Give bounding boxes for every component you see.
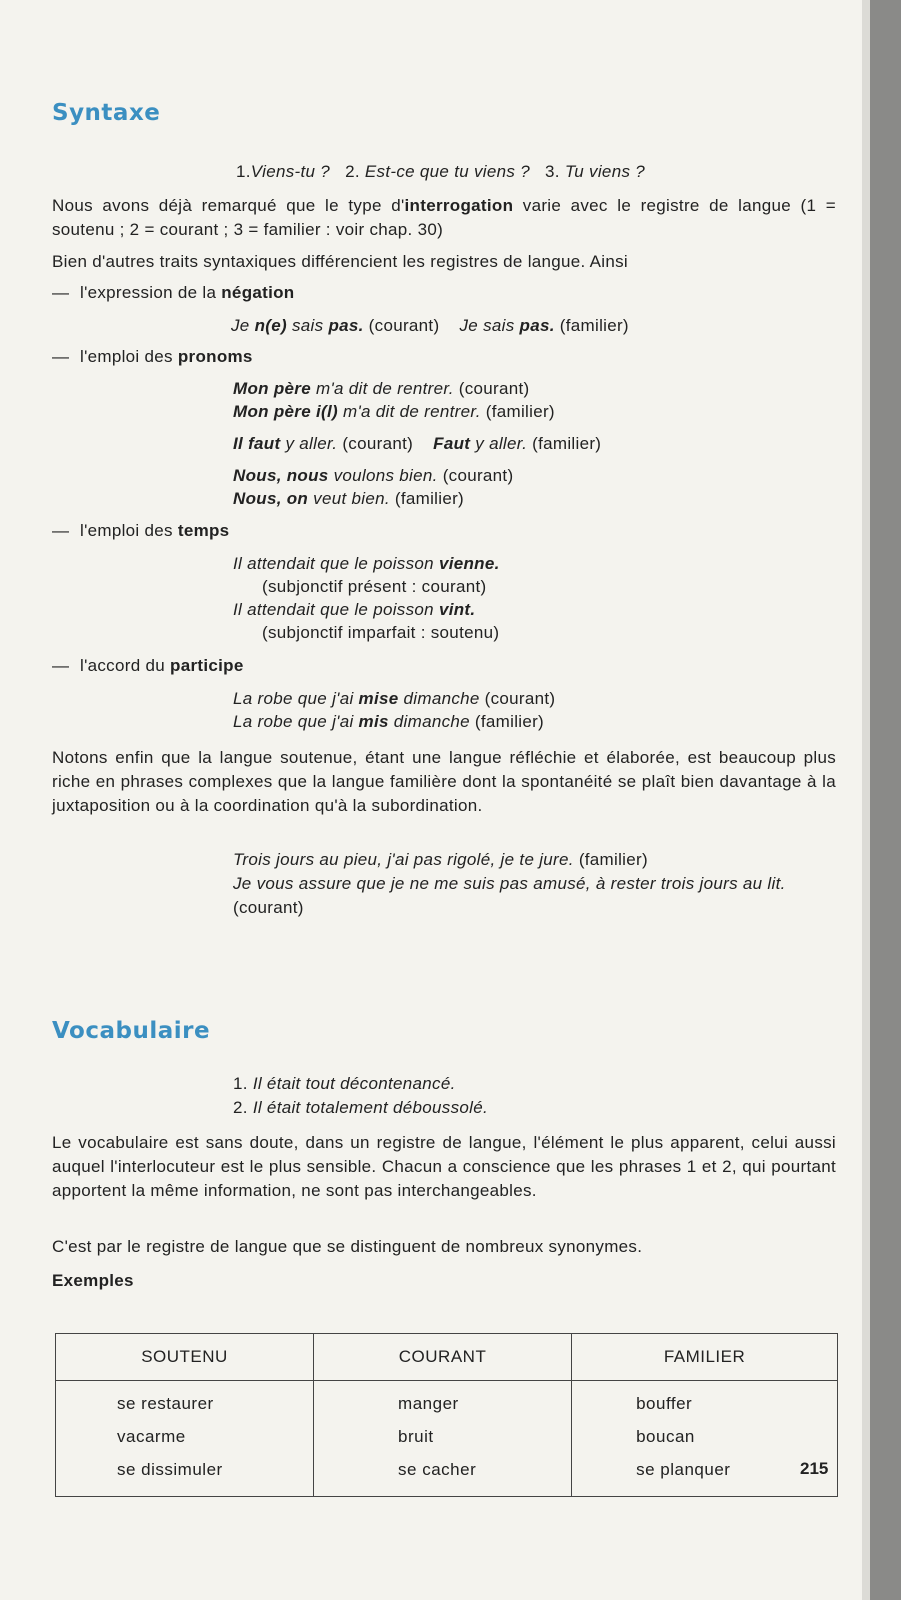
table-cell: bouffer: [636, 1394, 693, 1413]
pronoms-example: [233, 378, 530, 400]
register-label: (courant): [233, 898, 304, 917]
header-familier: FAMILIER: [572, 1334, 838, 1381]
register-label: (courant): [453, 379, 530, 398]
temps-example: [233, 553, 500, 575]
text-run: Il attendait que le poisson: [233, 600, 439, 619]
bold-italic-run: vint.: [438, 600, 476, 619]
register-label: (familier): [480, 402, 555, 421]
example-text: Est-ce que tu viens ?: [364, 162, 530, 181]
table-cell: se restaurer: [117, 1394, 214, 1413]
bold-italic-run: Mon père i(l): [233, 402, 338, 421]
dash-bullet: —: [52, 347, 70, 366]
example-number: 3.: [545, 162, 560, 181]
register-label: (courant): [437, 466, 514, 485]
text-run: sais: [286, 316, 329, 335]
table-cell: manger: [398, 1394, 459, 1413]
exemples-label: Exemples: [52, 1271, 134, 1290]
example-text: Il était totalement déboussolé.: [252, 1098, 488, 1117]
bold-italic-run: Faut: [433, 434, 471, 453]
item-label: l'emploi des: [80, 521, 178, 540]
text-run: veut bien.: [308, 489, 390, 508]
table-cell: boucan: [636, 1427, 695, 1446]
list-item-participe: [52, 655, 244, 677]
register-label: (courant): [479, 689, 556, 708]
text-run: m'a dit de rentrer.: [310, 379, 454, 398]
bold-italic-run: n(e): [254, 316, 287, 335]
bold-italic-run: pas.: [519, 316, 555, 335]
bold-term: temps: [177, 521, 230, 540]
dash-bullet: —: [52, 521, 70, 540]
table-cell: bruit: [398, 1427, 434, 1446]
column-familier: [572, 1381, 838, 1497]
text-run: Nous avons déjà remarqué que le type d': [52, 196, 405, 215]
register-label: (familier): [469, 712, 545, 731]
bold-term: participe: [170, 656, 244, 675]
table-cell: se dissimuler: [117, 1460, 223, 1479]
bold-italic-run: mise: [358, 689, 399, 708]
temps-example: [233, 599, 475, 621]
pronoms-example: [233, 401, 555, 423]
example-text: Il était tout décontenancé.: [252, 1074, 456, 1093]
book-edge: [870, 0, 901, 1600]
register-label: (familier): [389, 489, 465, 508]
syntaxe-examples-line: [236, 161, 645, 183]
paragraph-notons: Notons enfin que la langue soutenue, étant une langue réfléchie et élaborée, est beaucoup plus riche en phrases complexes que la langue familière dont la spontanéité se plaît bien davantage à la juxtaposition ou à la coordination qu'à la subordination.: [52, 748, 836, 815]
section-heading-vocabulaire: Vocabulaire: [52, 1018, 211, 1044]
example-number: 2.: [233, 1098, 248, 1117]
bold-italic-run: Nous, on: [233, 489, 309, 508]
bold-term: pronoms: [177, 347, 253, 366]
bold-italic-run: Nous, nous: [233, 466, 329, 485]
text-run: Je: [231, 316, 255, 335]
header-soutenu: SOUTENU: [56, 1334, 314, 1381]
text-run: m'a dit de rentrer.: [337, 402, 481, 421]
table-header-row: [56, 1334, 838, 1381]
final-examples: [233, 848, 837, 920]
example-text: Viens-tu ?: [250, 162, 331, 181]
item-label: l'expression de la: [80, 283, 222, 302]
header-courant: COURANT: [314, 1334, 572, 1381]
vocab-example: [233, 1073, 456, 1095]
table-cell: se planquer: [636, 1460, 731, 1479]
temps-note: (subjonctif présent : courant): [262, 577, 487, 596]
example-text: Tu viens ?: [564, 162, 646, 181]
page-number: 215: [800, 1459, 829, 1478]
register-label: (familier): [554, 316, 629, 335]
pronoms-example: [233, 488, 464, 510]
text-run: Je sais: [459, 316, 520, 335]
bold-italic-run: Il faut: [233, 434, 281, 453]
register-label: (courant): [337, 434, 414, 453]
text-run: y aller.: [470, 434, 528, 453]
text-run: Je vous assure que je ne me suis pas amusé, à rester trois jours au lit.: [233, 874, 786, 893]
pronoms-example: [233, 465, 513, 487]
list-item-pronoms: [52, 346, 253, 368]
list-item-negation: [52, 282, 294, 304]
register-table: [55, 1333, 838, 1497]
column-soutenu: [56, 1381, 314, 1497]
text-run: Trois jours au pieu, j'ai pas rigolé, je te jure.: [233, 850, 574, 869]
table-cell: se cacher: [398, 1460, 477, 1479]
table-row: [56, 1381, 838, 1497]
text-run: voulons bien.: [328, 466, 438, 485]
dash-bullet: —: [52, 283, 70, 302]
item-label: l'accord du: [80, 656, 171, 675]
text-run: La robe que j'ai: [233, 689, 359, 708]
text-run: varie avec le registre de langue (1 = soutenu ; 2 = courant ; 3 = familier : voir chap. 30): [52, 196, 836, 239]
table-cell: vacarme: [117, 1427, 186, 1446]
participe-example: [233, 688, 555, 710]
text-run: Il attendait que le poisson: [233, 554, 439, 573]
paragraph-traits: Bien d'autres traits syntaxiques différencient les registres de langue. Ainsi: [52, 252, 629, 271]
bold-italic-run: Mon père: [233, 379, 311, 398]
example-number: 1.: [236, 162, 251, 181]
column-courant: [314, 1381, 572, 1497]
section-heading-syntaxe: Syntaxe: [52, 100, 161, 126]
vocab-example: [233, 1097, 488, 1119]
dash-bullet: —: [52, 656, 70, 675]
negation-examples: [231, 315, 629, 337]
bold-italic-run: mis: [358, 712, 389, 731]
register-label: (familier): [527, 434, 602, 453]
bold-term: négation: [221, 283, 295, 302]
paragraph-vocabulaire: Le vocabulaire est sans doute, dans un registre de langue, l'élément le plus apparent, celui aussi auquel l'interlocuteur est le plus sensible. Chacun a conscience que les phrases 1 et 2, qui pourtant apportent la même information, ne sont pas interchangeables.: [52, 1133, 836, 1200]
paragraph-interrogation: [52, 194, 836, 242]
temps-note: (subjonctif imparfait : soutenu): [262, 623, 500, 642]
list-item-temps: [52, 520, 229, 542]
text-run: dimanche: [388, 712, 470, 731]
participe-example: [233, 711, 544, 733]
bold-term: interrogation: [404, 196, 514, 215]
pronoms-example: [233, 433, 601, 455]
register-label: (familier): [573, 850, 648, 869]
register-label: (courant): [363, 316, 440, 335]
text-run: La robe que j'ai: [233, 712, 359, 731]
paragraph-synonymes: C'est par le registre de langue que se distinguent de nombreux synonymes.: [52, 1237, 643, 1256]
example-number: 1.: [233, 1074, 248, 1093]
text-run: y aller.: [280, 434, 338, 453]
text-run: dimanche: [398, 689, 480, 708]
bold-italic-run: vienne.: [438, 554, 500, 573]
page-edge-shadow: [862, 0, 870, 1600]
bold-italic-run: pas.: [328, 316, 364, 335]
item-label: l'emploi des: [80, 347, 178, 366]
example-number: 2.: [345, 162, 360, 181]
